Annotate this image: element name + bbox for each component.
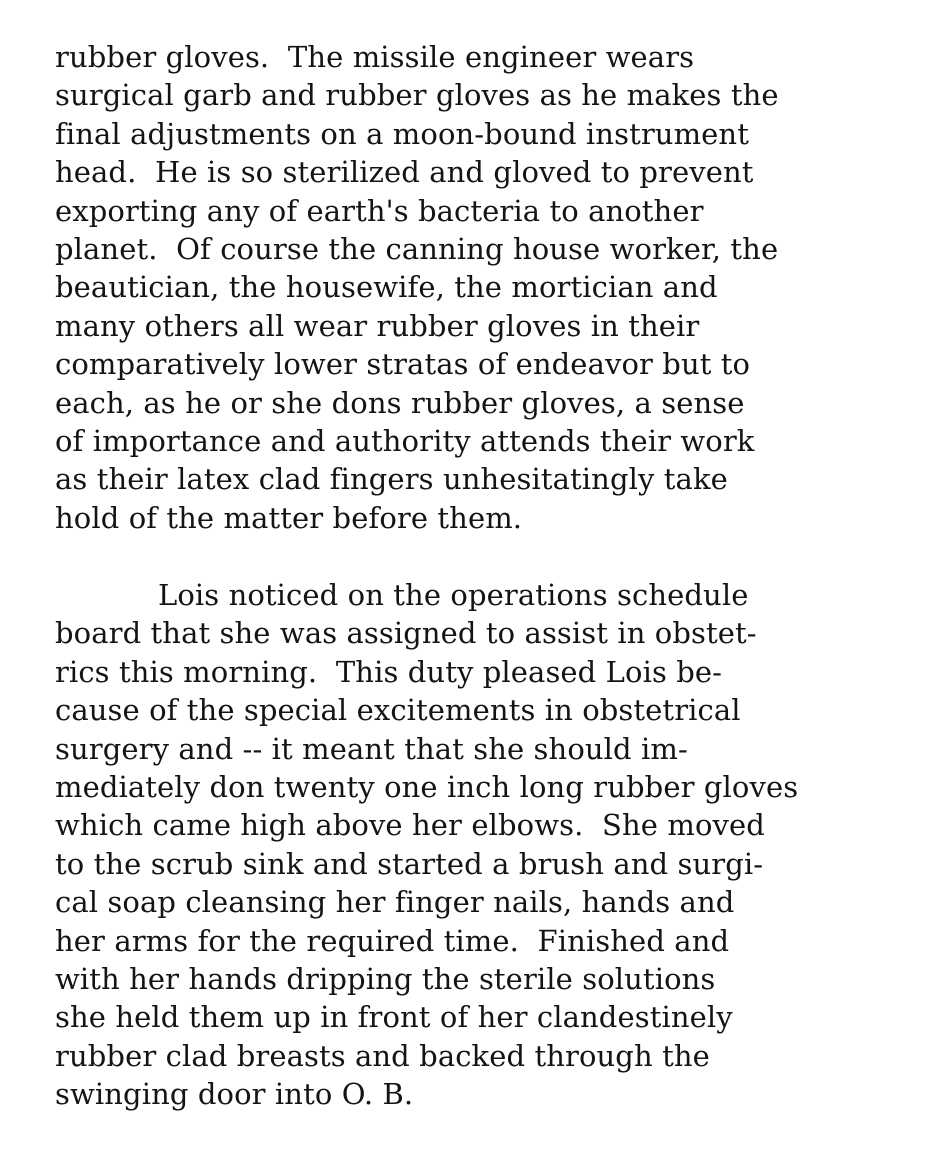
text-line: comparatively lower stratas of endeavor but to xyxy=(55,347,751,382)
text-line: cause of the special excitements in obstetrical xyxy=(55,693,741,728)
text-line: hold of the matter before them. xyxy=(55,500,523,535)
text-line: swinging door into O. B. xyxy=(55,1077,414,1112)
text-line: planet. Of course the canning house worker, the xyxy=(55,231,779,266)
text-line: as their latex clad fingers unhesitatingly take xyxy=(55,462,728,497)
text-line: of importance and authority attends their work xyxy=(55,423,755,458)
text-line: cal soap cleansing her finger nails, hands and xyxy=(55,885,735,920)
paragraph-1 xyxy=(55,38,779,537)
text-line: rics this morning. This duty pleased Lois be- xyxy=(55,654,723,689)
text-line: mediately don twenty one inch long rubber gloves xyxy=(55,769,799,804)
text-line: many others all wear rubber gloves in their xyxy=(55,308,700,343)
text-line: which came high above her elbows. She moved xyxy=(55,808,765,843)
text-line: each, as he or she dons rubber gloves, a sense xyxy=(55,385,745,420)
text-line: to the scrub sink and started a brush and surgi- xyxy=(55,846,764,881)
text-line: final adjustments on a moon-bound instrument xyxy=(55,116,749,151)
text-line-indented: Lois noticed on the operations schedule xyxy=(158,578,749,612)
text-line: surgery and -- it meant that she should im- xyxy=(55,731,688,766)
text-line: head. He is so sterilized and gloved to prevent xyxy=(55,155,754,190)
text-line: she held them up in front of her clandestinely xyxy=(55,1000,733,1035)
paragraph-2 xyxy=(55,576,798,1113)
text-line: board that she was assigned to assist in obstet- xyxy=(55,616,757,651)
text-line: exporting any of earth's bacteria to another xyxy=(55,193,704,228)
text-line: with her hands dripping the sterile solutions xyxy=(55,961,716,996)
text-line: rubber clad breasts and backed through the xyxy=(55,1038,710,1073)
text-line: beautician, the housewife, the mortician and xyxy=(55,270,718,305)
text-line: her arms for the required time. Finished and xyxy=(55,923,730,958)
text-line: surgical garb and rubber gloves as he makes the xyxy=(55,78,779,113)
text-line: rubber gloves. The missile engineer wears xyxy=(55,40,695,74)
